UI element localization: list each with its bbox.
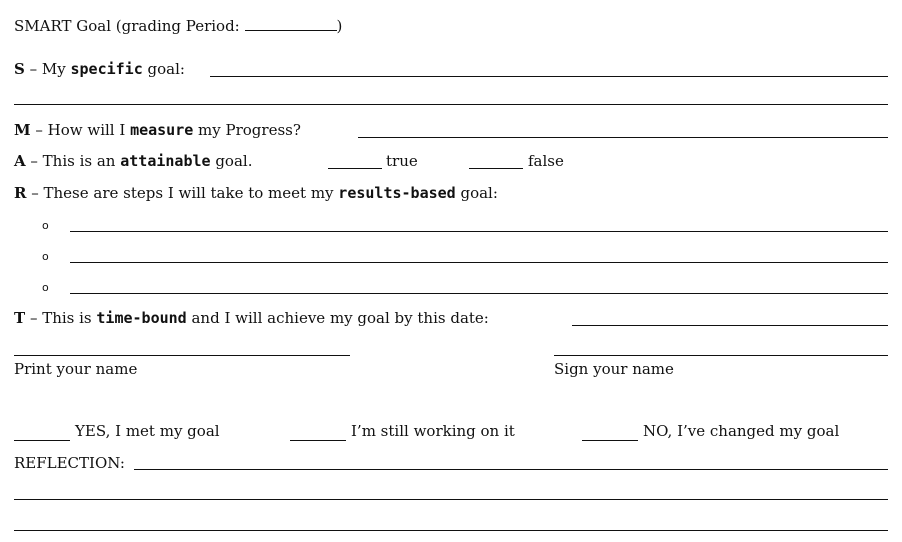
- sign-name-line[interactable]: [554, 355, 888, 356]
- true-checkbox-blank[interactable]: [328, 168, 382, 169]
- measure-text-2: my Progress?: [193, 121, 301, 139]
- reflection-line-2[interactable]: [14, 499, 888, 500]
- reflection-line-3[interactable]: [14, 530, 888, 531]
- reflection-label: REFLECTION:: [14, 454, 125, 472]
- step-line-1[interactable]: [70, 231, 888, 232]
- measure-letter: M: [14, 121, 31, 139]
- sign-name-label: Sign your name: [554, 360, 674, 378]
- measure-prompt: [14, 120, 301, 140]
- time-prompt: [14, 308, 489, 328]
- attainable-letter: A: [14, 152, 26, 170]
- attainable-text-2: goal.: [210, 152, 253, 170]
- time-answer-line[interactable]: [572, 325, 888, 326]
- no-option-label: NO, I’ve changed my goal: [643, 422, 840, 440]
- grading-period-blank[interactable]: [245, 16, 337, 31]
- print-name-label: Print your name: [14, 360, 138, 378]
- specific-prompt: [14, 59, 185, 79]
- false-checkbox-blank[interactable]: [469, 168, 523, 169]
- working-option-label: I’m still working on it: [351, 422, 515, 440]
- results-prompt: [14, 183, 498, 203]
- specific-text-2: goal:: [142, 60, 185, 78]
- specific-text-1: – My: [24, 60, 71, 78]
- false-option-label: false: [528, 152, 564, 170]
- time-keyword: time-bound: [96, 309, 187, 327]
- results-letter: R: [14, 184, 27, 202]
- specific-letter: S: [14, 60, 25, 78]
- reflection-line-1[interactable]: [134, 469, 888, 470]
- time-text-1: – This is: [25, 309, 97, 327]
- step-bullet-2: o: [42, 250, 49, 263]
- step-line-2[interactable]: [70, 262, 888, 263]
- specific-answer-line-2[interactable]: [14, 104, 888, 105]
- specific-answer-line-1[interactable]: [210, 76, 888, 77]
- results-keyword: results-based: [338, 184, 456, 202]
- attainable-prompt: [14, 151, 252, 171]
- yes-blank[interactable]: [14, 440, 70, 441]
- step-bullet-1: o: [42, 219, 49, 232]
- results-text-1: – These are steps I will take to meet my: [26, 184, 339, 202]
- working-blank[interactable]: [290, 440, 346, 441]
- print-name-line[interactable]: [14, 355, 350, 356]
- step-line-3[interactable]: [70, 293, 888, 294]
- worksheet-title: [14, 16, 342, 36]
- measure-keyword: measure: [130, 121, 194, 139]
- specific-keyword: specific: [70, 60, 143, 78]
- true-option-label: true: [386, 152, 418, 170]
- title-suffix: ): [336, 17, 343, 35]
- no-blank[interactable]: [582, 440, 638, 441]
- attainable-text-1: – This is an: [25, 152, 121, 170]
- measure-answer-line[interactable]: [358, 137, 888, 138]
- attainable-keyword: attainable: [120, 152, 211, 170]
- title-prefix: SMART Goal (grading Period:: [14, 17, 245, 35]
- time-letter: T: [14, 309, 26, 327]
- yes-option-label: YES, I met my goal: [75, 422, 220, 440]
- measure-text-1: – How will I: [30, 121, 131, 139]
- time-text-2: and I will achieve my goal by this date:: [186, 309, 489, 327]
- results-text-2: goal:: [455, 184, 498, 202]
- step-bullet-3: o: [42, 281, 49, 294]
